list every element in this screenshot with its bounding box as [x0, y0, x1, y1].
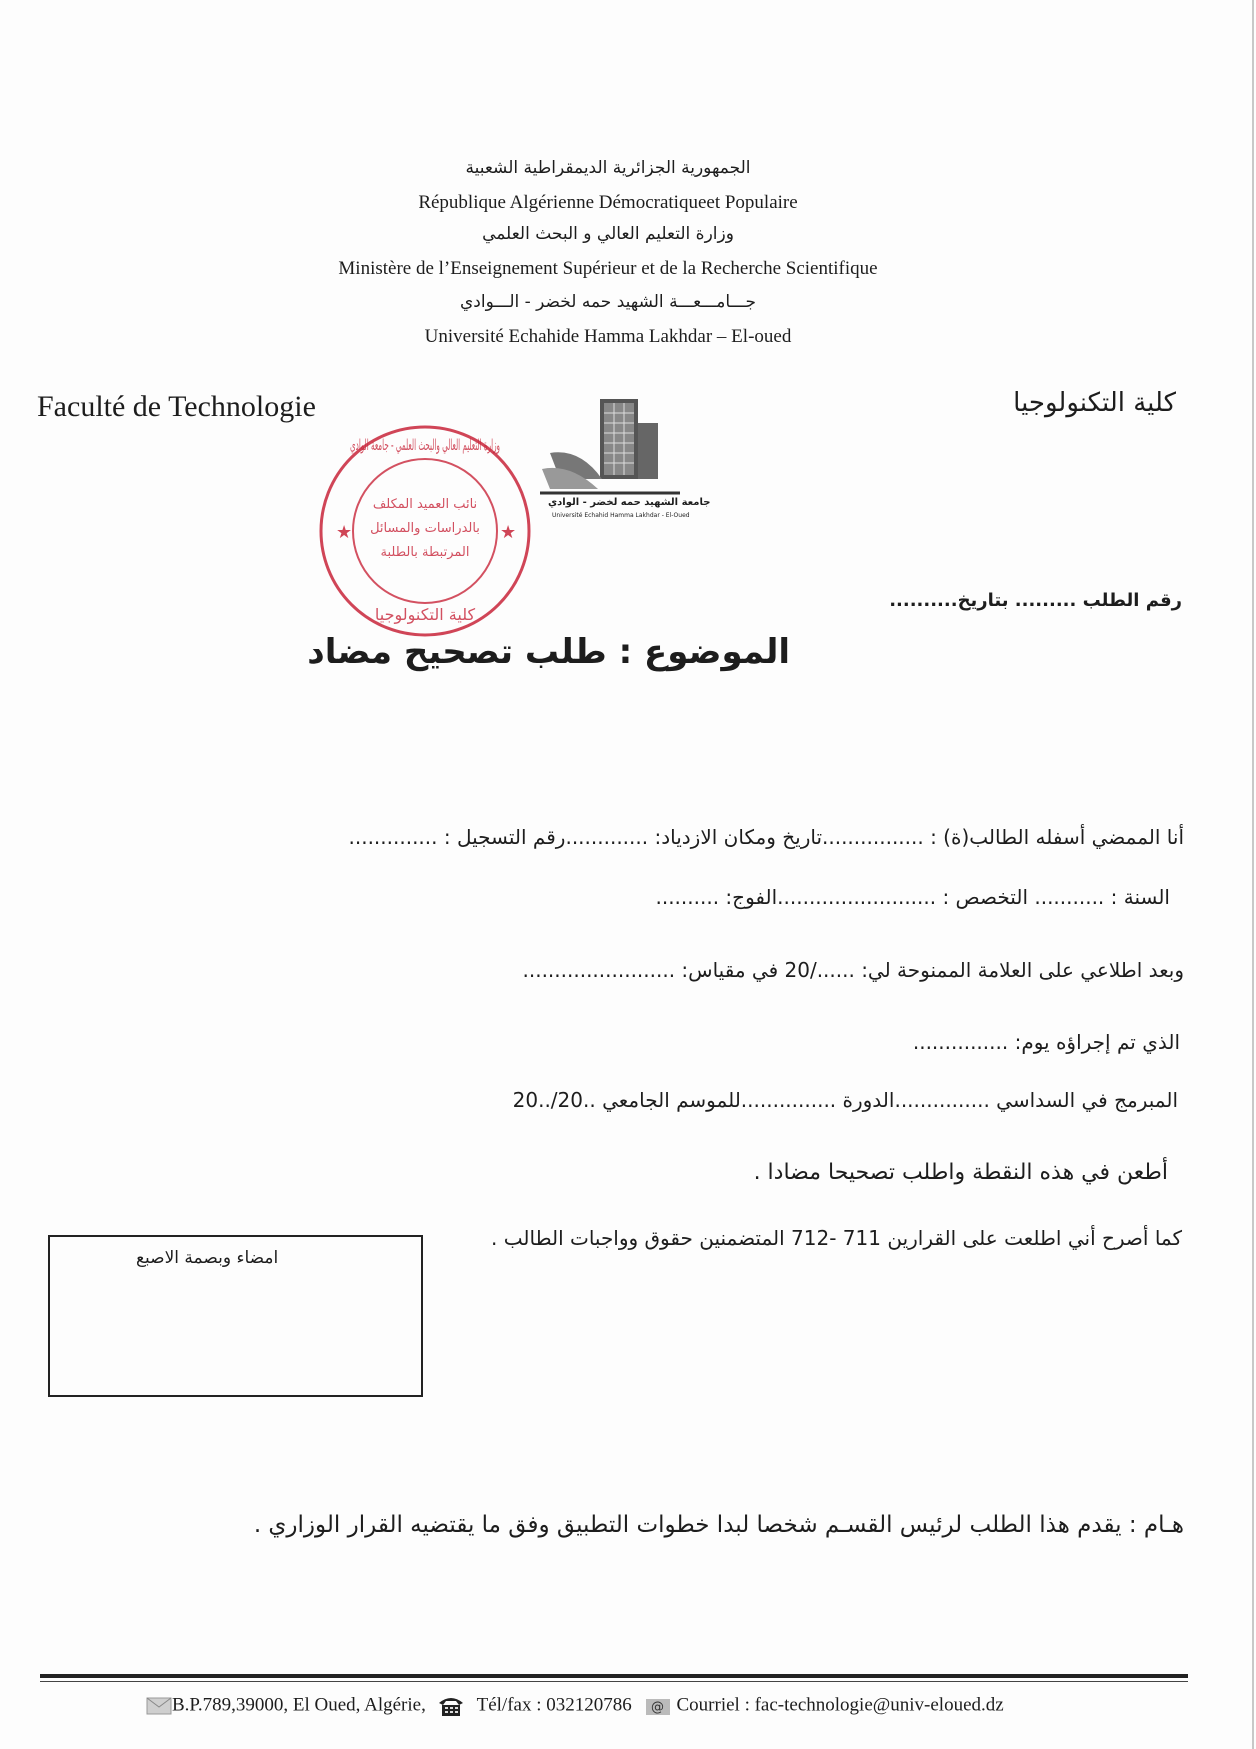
form-line-declaration: كما أصرح أني اطلعت على القرارين 711 -712 المتضمنين حقوق وواجبات الطالب . [491, 1226, 1182, 1250]
footer [146, 1694, 1004, 1717]
stamp-outer-text: وزارة التعليم العالي والبحث العلمي - جامعة الوادي [350, 436, 664, 454]
form-line-semester: المبرمج في السداسي ...............الدورة ...............للموسم الجامعي ..20/..20 [512, 1088, 1178, 1112]
header-country-ar: الجمهورية الجزائرية الديمقراطية الشعبية [465, 158, 751, 178]
header-country-fr: République Algérienne Démocratiqueet Populaire [418, 192, 798, 213]
header-university-fr: Université Echahide Hamma Lakhdar – El-oued [424, 326, 792, 347]
envelope-icon [146, 1697, 172, 1715]
stamp-line-2: بالدراسات والمسائل [370, 521, 480, 536]
footer-divider [40, 1674, 1188, 1678]
header-ministry-fr: Ministère de l’Enseignement Supérieur et de la Recherche Scientifique [338, 258, 878, 279]
form-line-appeal: أطعن في هذه النقطة واطلب تصحيحا مضادا . [753, 1160, 1168, 1185]
footer-email[interactable]: Courriel : fac-technologie@univ-eloued.dz [676, 1694, 1004, 1716]
important-note: هـام : يقدم هذا الطلب لرئيس القسـم شخصا لبدا خطوات التطبيق وفق ما يقتضيه القرار الوزاري . [253, 1512, 1184, 1538]
form-line-grade: وبعد اطلاعي على العلامة الممنوحة لي: ....../20 في مقياس: ........................ [522, 958, 1184, 982]
stamp-star-left-icon: ★ [336, 522, 353, 543]
page-edge [1252, 0, 1254, 1749]
header-ministry-ar: وزارة التعليم العالي و البحث العلمي [482, 224, 734, 244]
request-number-line: رقم الطلب ......... بتاريخ.......... [889, 590, 1182, 611]
signature-label: امضاء وبصمة الاصبع [136, 1248, 279, 1268]
stamp-star-right-icon: ★ [500, 522, 517, 543]
stamp-line-1: نائب العميد المكلف [372, 497, 478, 512]
logo-caption-ar: جامعة الشهيد حمه لخضر - الوادي [548, 497, 711, 508]
svg-text:@: @ [650, 1699, 664, 1715]
at-icon [645, 1696, 671, 1716]
page-title: الموضوع : طلب تصحيح مضاد [307, 632, 790, 672]
footer-divider-thin [40, 1681, 1188, 1682]
form-line-year: السنة : ........... التخصص : .........................الفوج: .......... [655, 885, 1170, 909]
faculty-name-fr: Faculté de Technologie [37, 390, 316, 423]
stamp-line-3: المرتبطة بالطلبة [380, 545, 470, 560]
header-university-ar: جـــامـــعـــة الشهيد حمه لخضر - الـــوادي [460, 292, 756, 312]
footer-phone: Tél/fax : 032120786 [476, 1694, 632, 1716]
faculty-name-ar: كلية التكنولوجيا [1013, 388, 1176, 418]
form-line-student: أنا الممضي أسفله الطالب(ة) : ................تاريخ ومكان الازدياد: .............رقم التسجيل : .............. [348, 825, 1184, 849]
telephone-icon [437, 1695, 465, 1717]
stamp-bottom-text: كلية التكنولوجيا [374, 605, 476, 624]
form-line-date: الذي تم إجراؤه يوم: ............... [912, 1030, 1180, 1054]
logo-caption-fr: Université Echahid Hamma Lakhdar - El-Oued [552, 512, 690, 519]
footer-address: B.P.789,39000, El Oued, Algérie, [172, 1694, 426, 1716]
